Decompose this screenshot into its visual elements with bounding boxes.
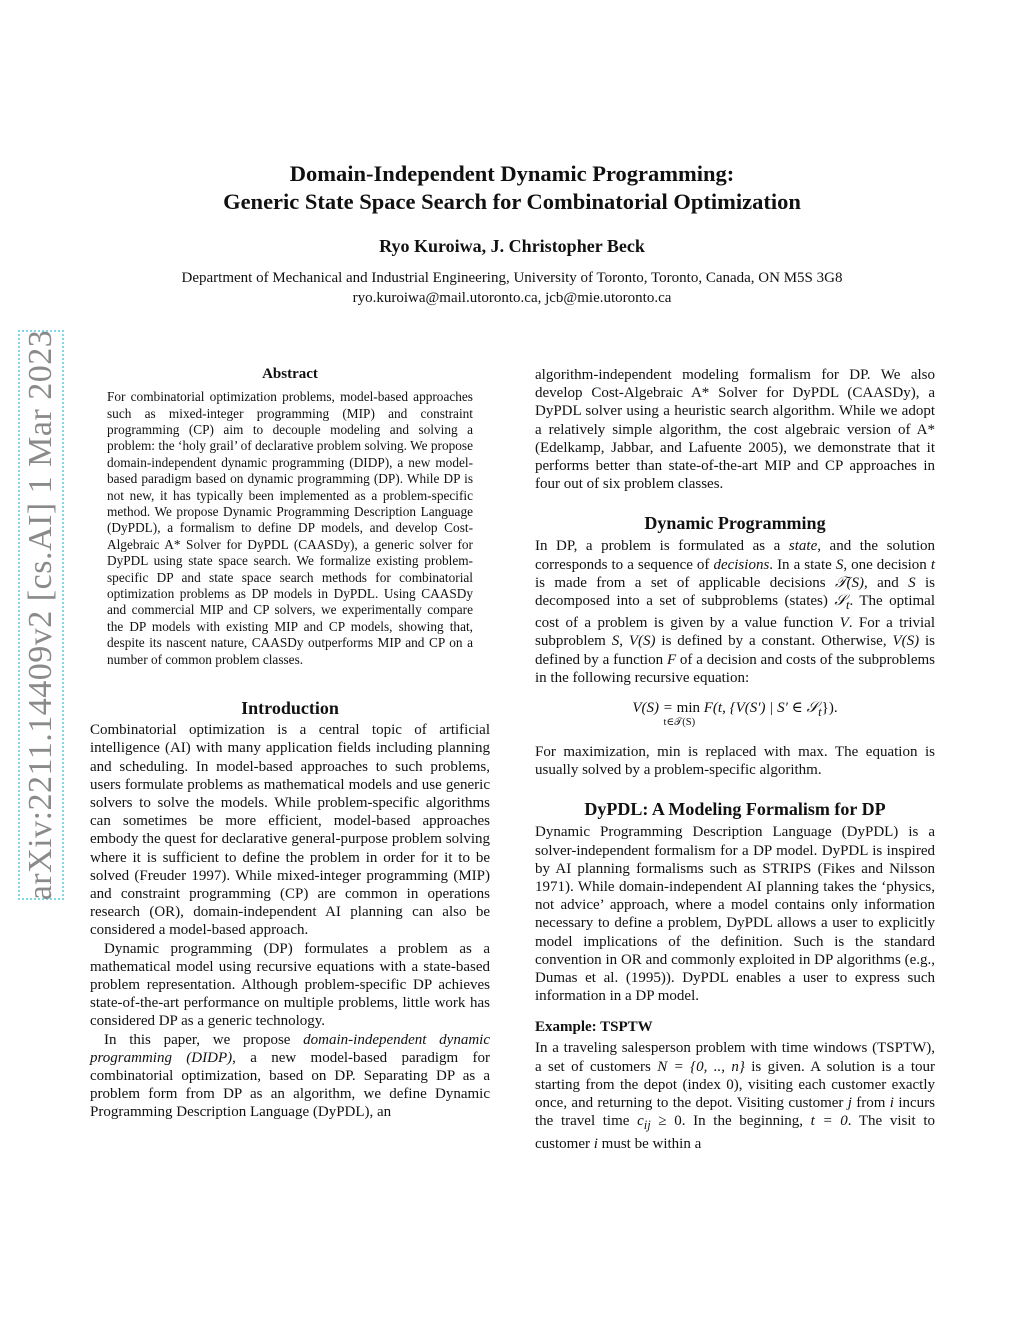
dp-text: is decomposed into a set of subproblems (states) [535,574,935,610]
example-text: from [851,1095,890,1112]
dp-text: , and [863,574,909,591]
math-TS: 𝒯(S) [834,574,864,591]
math-St-sub: t [845,598,850,613]
dp-text: . In a state [769,556,836,573]
math-j: j [847,1095,852,1112]
equation-lhs: V(S) = [632,700,677,717]
dp-text: For maximization, [535,744,658,761]
dp-text: of a decision and costs of the subproblems in the following recursive equation: [535,651,936,686]
dypdl-paragraph: Dynamic Programming Description Language (DyPDL) is a solver-independent formalism for a DP model. DyPDL is inspired by AI planning formalisms such as STRIPS (Fikes and Nilsson 1971). While domain-independent AI planning takes the ‘physics, not advice’ approach, where a model contains only information necessary to define a problem, DyPDL allows a user to explicitly model implications of the definition. Such is the standard convention in OR and commonly exploited in DP algorithms (e.g., Dumas et al. (1995)). DyPDL enables a user to express such information in a DP model. [535,824,935,1005]
math-t0: t = 0 [810,1113,848,1130]
dp-text: , [619,633,629,650]
dp-text: , one decision [843,556,931,573]
example-text: . In the beginning, [681,1113,811,1130]
equation-rhs: F(t, {V(S′) | S′ ∈ 𝒮 [700,700,819,717]
math-i: i [593,1135,598,1152]
dp-text: is defined by a constant. Otherwise, [655,633,893,650]
math-S: S [611,633,620,650]
example-text: incurs the travel time [535,1095,935,1130]
example-text: must be within a [597,1135,702,1152]
math-i: i [889,1095,894,1112]
abstract-text: For combinatorial optimization problems, model-based approaches such as mixed-integer programming (MIP) and constraint programming (CP) aim to decouple modeling and solving a problem: the ‘holy grail’ of declarative problem solving. We propose domain-independent dynamic programming (DIDP), a new model-based paradigm based on dynamic programming (DP). While DP is not new, it has typically been implemented as a problem-specific method. We propose Dynamic Programming Description Language (DyPDL), a formalism to define DP models, and develop Cost-Algebraic A* Solver for DyPDL (CAASDy), a generic solver for DyPDL using state space search. We formalize existing problem-specific DP and state space search methods for combinatorial optimization problems as DP models in DyPDL. Using CAASDy and commercial MIP and CP solvers, we experimentally compare the DP models with existing MIP and CP models, showing that, despite its nascent nature, CAASDy outperforms MIP and CP on a number of common problem classes. [107,389,473,667]
dp-text: is replaced with [680,744,799,761]
math-VS: V(S) [892,633,920,650]
math-St: 𝒮 [834,593,846,610]
intro-p3-b: , a new model-based paradigm for combinatorial optimization, based on DP. Separating DP as a problem form from DP as an algorithm, we define Dynamic Programming Description Language (DyPDL), an [90,1049,490,1121]
equation-min-op: min [676,700,701,717]
equation-min [663,699,701,729]
math-S: S [835,556,844,573]
example-heading: Example: TSPTW [535,1019,653,1036]
affiliation-block [0,268,1024,308]
math-VS: V(S) [628,633,656,650]
title-line-2: Generic State Space Search for Combinatorial Optimization [223,189,801,214]
right-column [535,366,935,1153]
dp-term-state: state [788,538,818,555]
dp-text: In DP, a problem is formulated as a [535,538,789,555]
math-c-rest: ≥ 0 [650,1113,682,1130]
affiliation: Department of Mechanical and Industrial Engineering, University of Toronto, Toronto, Canada, ON M5S 3G8 [181,270,843,286]
equation-min-subscript: t∈𝒯(S) [663,717,696,729]
dp-paragraph [535,537,935,687]
title-line-1: Domain-Independent Dynamic Programming: [289,161,735,186]
arxiv-stamp-text[interactable]: arXiv:2211.14409v2 [cs.AI] 1 Mar 2023 [22,329,59,901]
dp-text: is made from a set of applicable decisions [535,574,835,591]
intro-paragraph-1: Combinatorial optimization is a central topic of artificial intelligence (AI) with many application fields including planning and scheduling. In model-based approaches to such problems, users formulate problems as mathematical models and use generic solvers to solve the models. While problem-specific algorithms can sometimes be more efficient, model-based approaches embody the quest for declarative general-purpose problem solving where it is sufficient to define the problem in order for it to be solved (Freuder 1997). While mixed-integer programming (MIP) and constraint programming (CP) are common in operations research (OR), domain-independent AI planning can also be considered a model-based approach. [90,722,490,939]
abstract-heading: Abstract [262,366,318,382]
math-c: c [637,1113,644,1130]
dp-after-equation [535,743,935,779]
dp-text: . The equation is usually solved by a problem-specific algorithm. [535,744,935,779]
authors: Ryo Kuroiwa, J. Christopher Beck [379,236,645,256]
math-S: S [908,574,916,591]
math-F: F [666,651,677,668]
equation-end: }). [821,700,838,717]
paper-title [0,160,1024,216]
intro-p3-em: domain-independent dynamic programming (DIDP) [90,1031,491,1066]
example-text: In a traveling salesperson problem with time windows (TSPTW), a set of customers [535,1040,935,1075]
math-zero: 0 [726,1076,734,1093]
dp-text: . The optimal cost of a problem is given by a value function [535,593,935,632]
math-c-sub: ij [643,1118,651,1133]
math-t: t [930,556,935,573]
intro-p3-a: In this paper, we propose [104,1031,304,1048]
dypdl-heading: DyPDL: A Modeling Formalism for DP [584,799,886,820]
emails: ryo.kuroiwa@mail.utoronto.ca, jcb@mie.utoronto.ca [352,290,672,306]
math-N: N = {0, .., n} [657,1058,745,1075]
example-text: ), visiting each customer exactly once, and returning to the depot. Visiting customer [535,1076,935,1112]
dp-term-decisions: decisions [713,556,770,573]
example-text: is given. A solution is a tour starting from the depot (index [535,1058,935,1093]
intro-paragraph-2: Dynamic programming (DP) formulates a problem as a mathematical model using recursive equations with a state-based problem representation. Although problem-specific DP achieves state-of-the-art performance on multiple problems, little work has considered DP as a generic technology. [90,940,490,1030]
dp-text: , and the solution corresponds to a sequence of [535,538,935,573]
example-paragraph [535,1039,935,1152]
math-min: min [657,744,681,761]
equation-rhs-sub: t [818,705,822,720]
arxiv-stamp [18,330,64,900]
introduction-heading: Introduction [241,698,339,719]
intro-paragraph-3 [90,1031,490,1122]
dp-text: is defined by a function [535,633,936,668]
dynamic-programming-heading: Dynamic Programming [644,513,826,534]
example-text: . The visit to customer [535,1113,935,1152]
math-max: max [798,744,824,761]
dp-text: . For a trivial subproblem [535,615,935,650]
left-column [90,365,490,1122]
math-V: V [839,615,849,632]
abstract [90,389,490,668]
intro-continuation: algorithm-independent modeling formalism for DP. We also develop Cost-Algebraic A* Solver for DyPDL (CAASDy), a DyPDL solver using a heuristic search algorithm. While we adopt a relatively simple algorithm, the cost algebraic version of A* (Edelkamp, Jabbar, and Lafuente 2005), we demonstrate that it performs better than state-of-the-art MIP and CP approaches in four out of six problem classes. [535,367,935,493]
recursive-equation [535,699,935,729]
